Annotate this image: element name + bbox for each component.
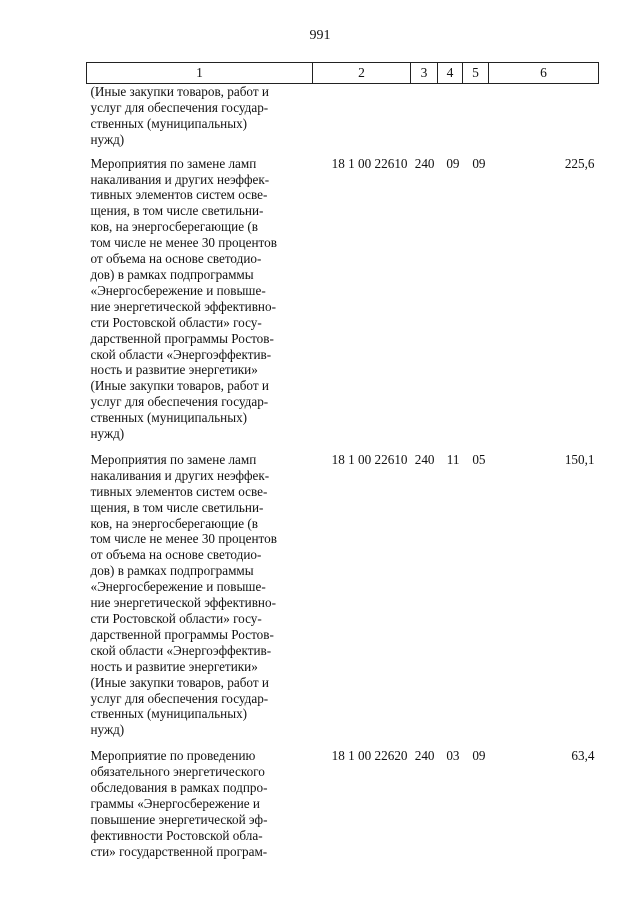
column-header-1: 1 xyxy=(87,63,313,84)
row-expense-type: 240 xyxy=(414,748,435,764)
row-subsection: 09 xyxy=(472,748,486,764)
row-expense-type xyxy=(411,84,438,156)
row-description: Мероприятия по замене ламп накаливания и других неэффек- тивных элементов систем осве- щения, в том числе светильни- ков, на энергосберегающие (в том числе не менее 30 процентов от объема на основе светодио- дов) в рамках подпрограммы «Энергосбережение и повыше- ние энергетической эффективно- сти Ростовской области» госу- дарственной программы Ростов- ской области «Энергоэффектив- ность и развитие энергетики» (Иные закупки товаров, работ и услуг для обеспечения государ- ственных (муниципальных) нужд) xyxy=(90,155,277,442)
table-header-row xyxy=(87,63,599,84)
column-header-5: 5 xyxy=(463,63,489,84)
page-number: 991 xyxy=(309,28,331,43)
column-header-4: 4 xyxy=(438,63,463,84)
row-description: Мероприятия по замене ламп накаливания и других неэффек- тивных элементов систем осве- щения, в том числе светильни- ков, на энергосберегающие (в том числе не менее 30 процентов от объема на основе светодио- дов) в рамках подпрограммы «Энергосбережение и повыше- ние энергетической эффективно- сти Ростовской области» госу- дарственной программы Ростов- ской области «Энергоэффектив- ность и развитие энергетики» (Иные закупки товаров, работ и услуг для обеспечения государ- ственных (муниципальных) нужд) xyxy=(90,451,277,738)
table-row xyxy=(87,156,599,452)
column-header-3: 3 xyxy=(411,63,438,84)
row-target-code xyxy=(313,84,411,156)
row-amount: 63,4 xyxy=(571,748,595,764)
row-amount: 150,1 xyxy=(564,451,595,467)
row-target-code: 18 1 00 22610 xyxy=(331,451,408,467)
table-row xyxy=(87,748,599,869)
row-expense-type: 240 xyxy=(414,451,435,467)
budget-table xyxy=(86,62,599,870)
row-description: Мероприятие по проведению обязательного энергетического обследования в рамках подпро- граммы «Энергосбережение и повышение энергетической эф- фективности Ростовской обла- сти» государственной програм- xyxy=(90,748,268,859)
row-target-code: 18 1 00 22610 xyxy=(331,155,408,171)
table-row xyxy=(87,84,599,156)
row-subsection: 09 xyxy=(472,155,486,171)
row-subsection xyxy=(463,84,489,156)
row-subsection: 05 xyxy=(472,451,486,467)
row-target-code: 18 1 00 22620 xyxy=(331,748,408,764)
row-amount xyxy=(489,84,599,156)
row-expense-type: 240 xyxy=(414,155,435,171)
row-section: 03 xyxy=(446,748,460,764)
row-section: 11 xyxy=(446,451,460,467)
column-header-6: 6 xyxy=(489,63,599,84)
table-row xyxy=(87,452,599,748)
row-section xyxy=(438,84,463,156)
column-header-2: 2 xyxy=(313,63,411,84)
row-amount: 225,6 xyxy=(564,155,595,171)
row-description: (Иные закупки товаров, работ и услуг для обеспечения государ- ственных (муниципальных) нужд) xyxy=(90,84,269,147)
row-section: 09 xyxy=(446,155,460,171)
